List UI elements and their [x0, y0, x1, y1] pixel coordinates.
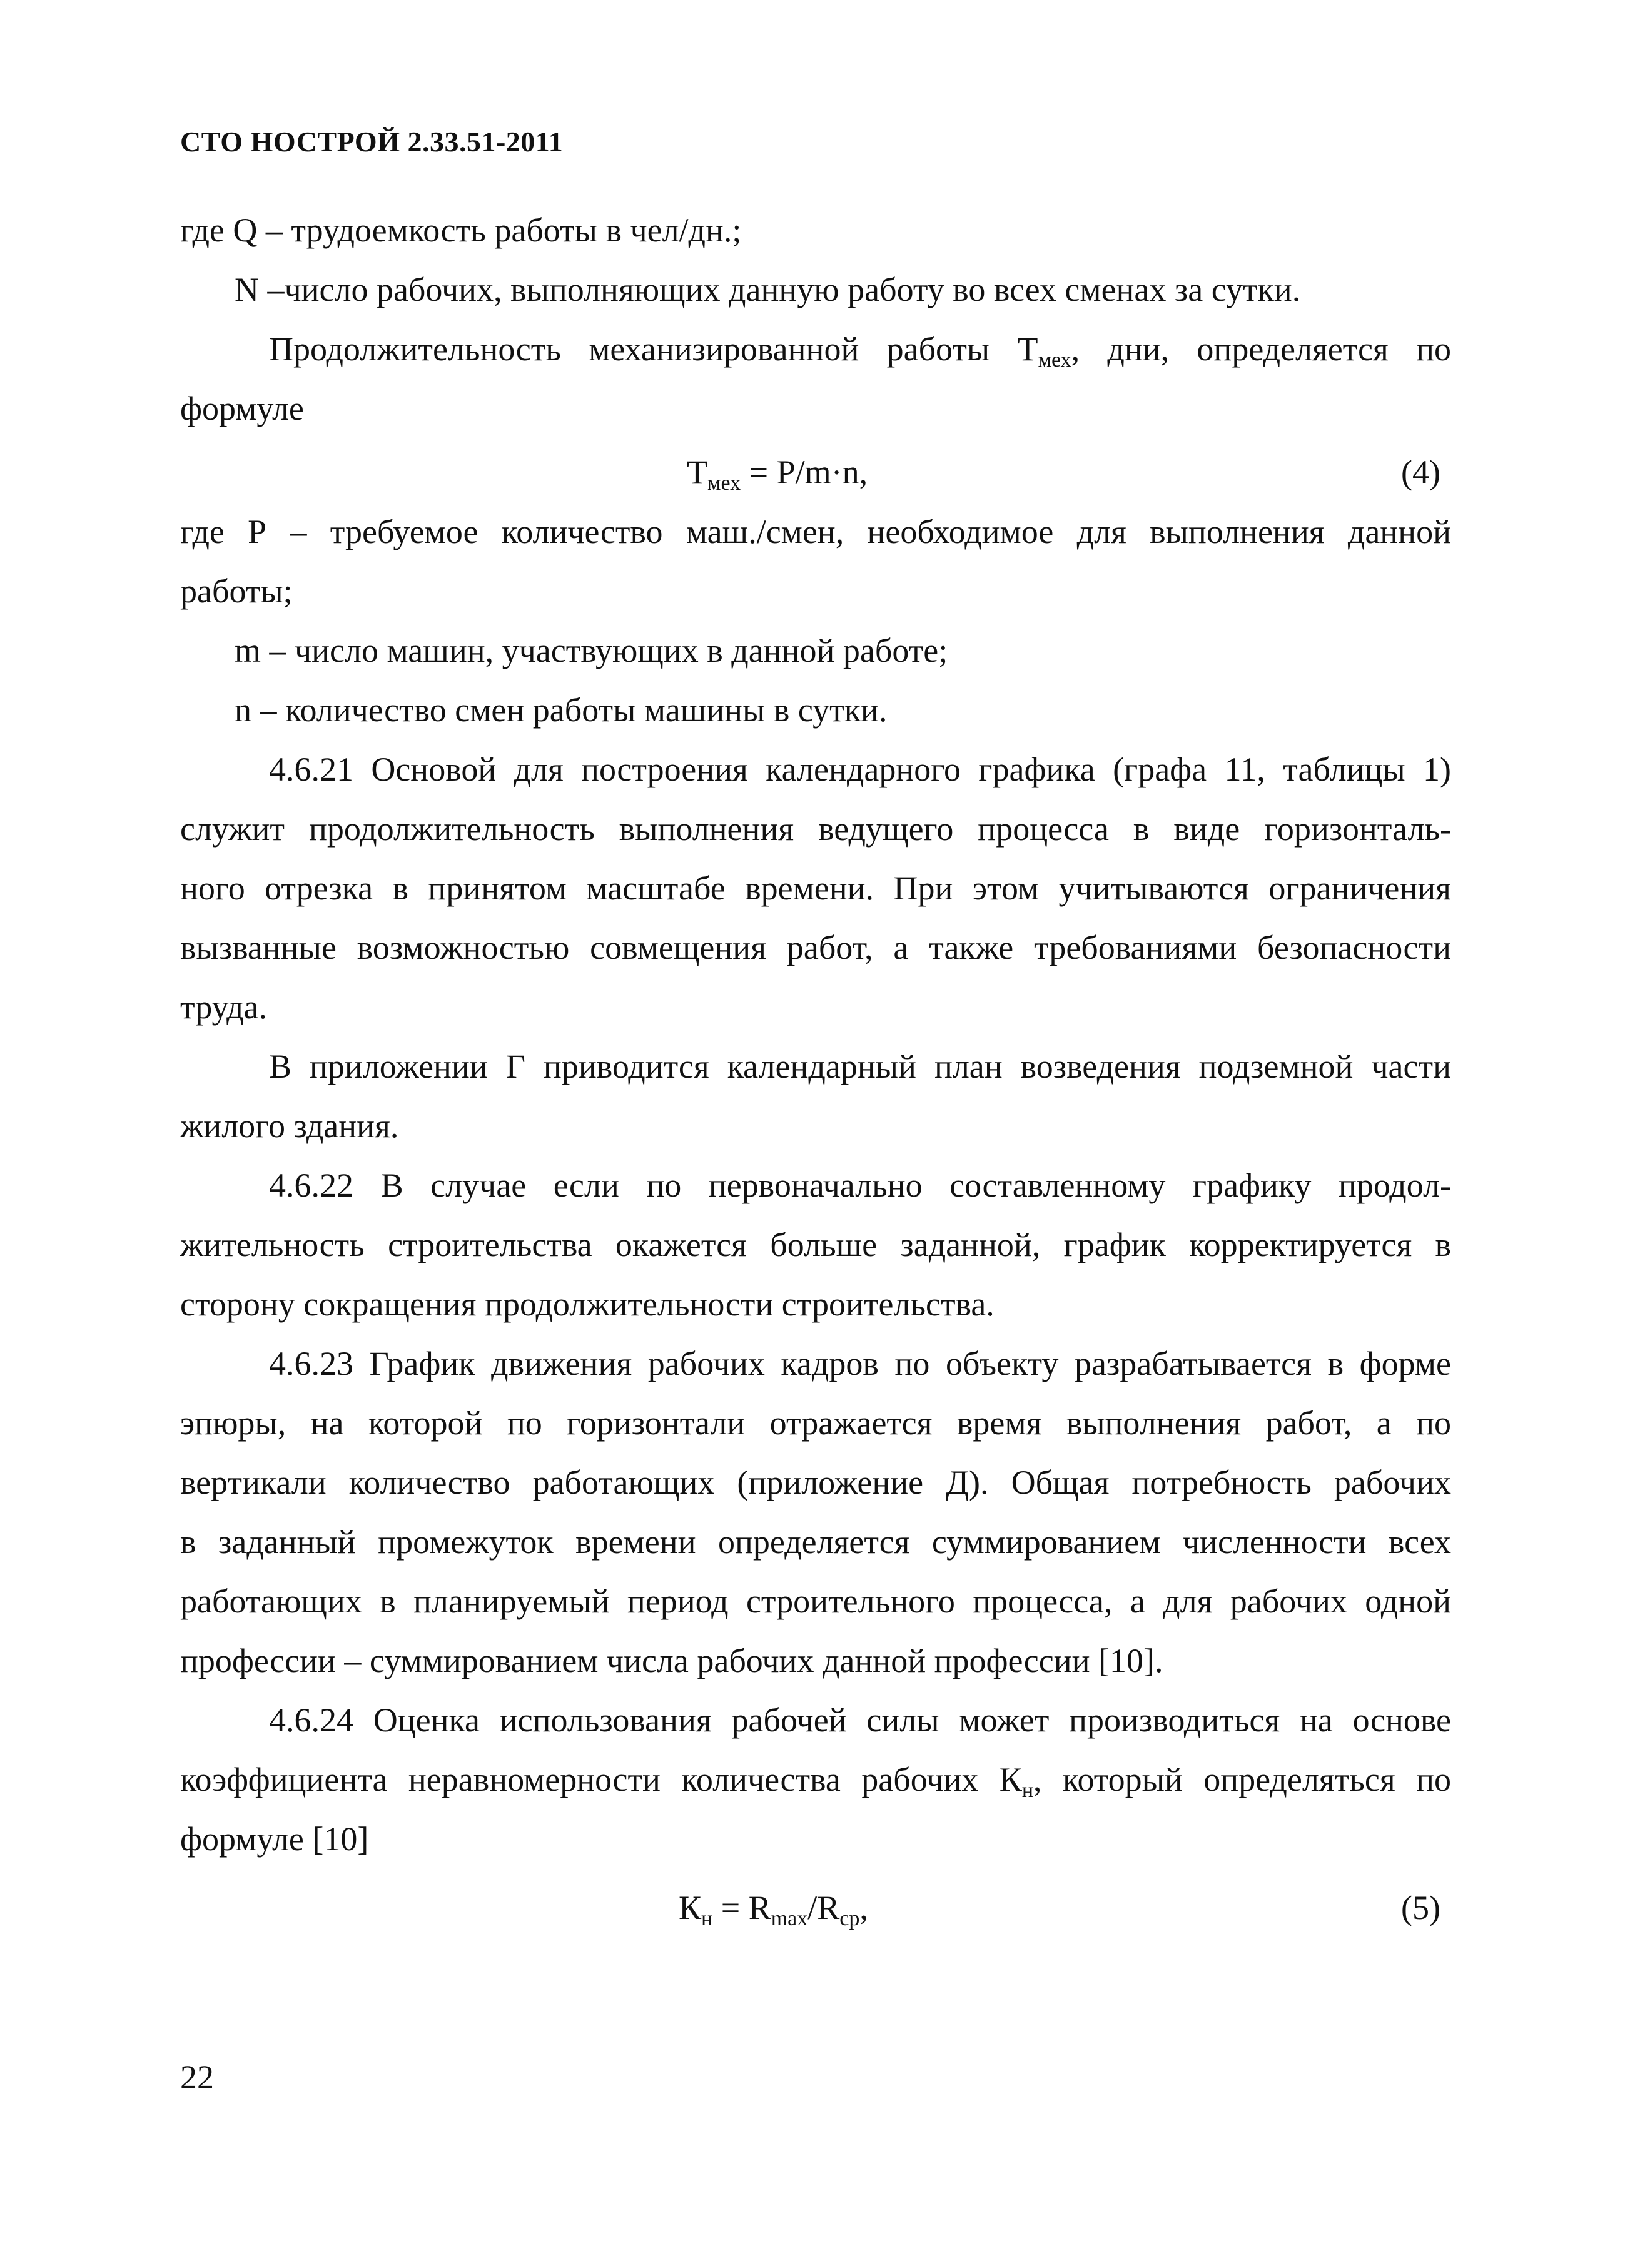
text-line: 4.6.24 Оценка использования рабочей силы может производиться на основе	[269, 1701, 1451, 1739]
formula-5: $К_н = R_{max}/R_{ср}$,	[679, 1889, 868, 1930]
text-line: формуле	[180, 390, 304, 427]
text-line: жительность строительства окажется больше заданной, график корректируется в	[180, 1226, 1451, 1263]
text-line: сторону сокращения продолжительности строительства.	[180, 1285, 995, 1323]
text-line: Продолжительность механизированной работы $Т_{мех}$, дни, определяется по	[269, 330, 1451, 372]
text-line: жилого здания.	[180, 1107, 399, 1145]
text-line: где Q – трудоемкость работы в чел/дн.;	[180, 211, 742, 249]
text-line: коэффициента неравномерности количества рабочих $К_н$, который определяться по	[180, 1761, 1451, 1802]
text-line: m – число машин, участвующих в данной работе;	[235, 632, 948, 669]
text-line: служит продолжительность выполнения ведущего процесса в виде горизонталь-	[180, 810, 1451, 848]
text-line: работы;	[180, 572, 293, 610]
text-line: в заданный промежуток времени определяется суммированием численности всех	[180, 1523, 1451, 1561]
text-line: ного отрезка в принятом масштабе времени. При этом учитываются ограничения	[180, 869, 1451, 907]
text-line: работающих в планируемый период строительного процесса, а для рабочих одной	[180, 1582, 1451, 1620]
equation-number: (4)	[1401, 453, 1440, 491]
text-line: 4.6.22 В случае если по первоначально составленному графику продол-	[269, 1167, 1451, 1204]
text-line: N –число рабочих, выполняющих данную работу во всех сменах за сутки.	[235, 271, 1301, 308]
text-line: 4.6.23 График движения рабочих кадров по объекту разрабатывается в форме	[269, 1345, 1451, 1382]
text-line: эпюры, на которой по горизонтали отражается время выполнения работ, а по	[180, 1404, 1451, 1442]
text-line: где Р – требуемое количество маш./смен, необходимое для выполнения данной	[180, 513, 1451, 550]
document-header: СТО НОСТРОЙ 2.33.51-2011	[180, 126, 564, 158]
text-line: вертикали количество работающих (приложение Д). Общая потребность рабочих	[180, 1464, 1451, 1501]
text-line: профессии – суммированием числа рабочих данной профессии [10].	[180, 1642, 1163, 1679]
equation-number: (5)	[1401, 1889, 1440, 1926]
text-line: вызванные возможностью совмещения работ, а также требованиями безопасности	[180, 929, 1451, 966]
formula-4: $Т_{мех} = Р/m\cdot n$,	[687, 453, 868, 495]
page-number: 22	[180, 2058, 214, 2096]
text-line: формуле [10]	[180, 1820, 369, 1858]
text-line: труда.	[180, 988, 268, 1026]
text-line: В приложении Г приводится календарный план возведения подземной части	[269, 1048, 1451, 1085]
text-line: 4.6.21 Основой для построения календарного графика (графа 11, таблицы 1)	[269, 751, 1451, 788]
text-line: n – количество смен работы машины в сутки.	[235, 691, 888, 729]
